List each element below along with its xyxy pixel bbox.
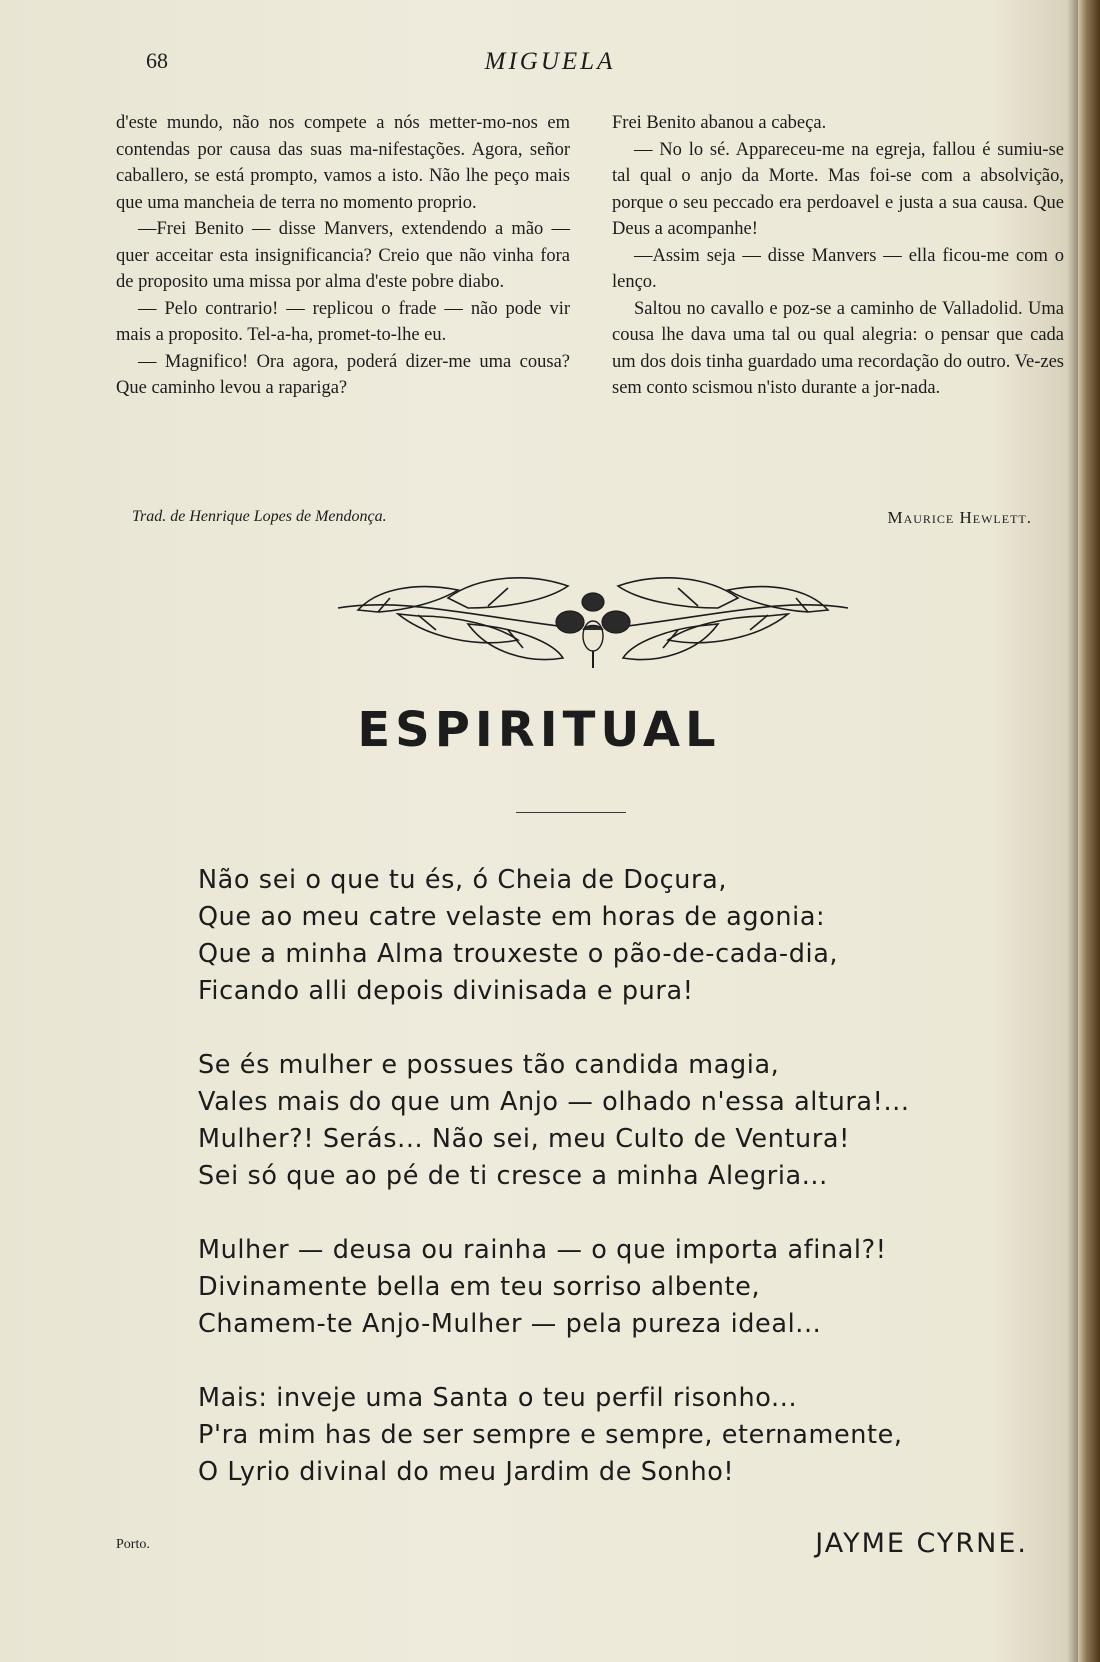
poem-body	[198, 862, 998, 1528]
paragraph: —Frei Benito — disse Manvers, extendendo a mão — quer acceitar esta insignificancia? Creio que não vinha fora de proposito uma missa por alma d'este pobre diabo.	[116, 219, 570, 292]
stanza	[198, 1232, 998, 1343]
poem-title: ESPIRITUAL	[357, 702, 721, 758]
left-column	[116, 110, 570, 402]
poem-line: Não sei o que tu és, ó Cheia de Doçura,	[198, 865, 728, 895]
running-title: MIGUELA	[484, 48, 616, 75]
paragraph: Saltou no cavallo e poz-se a caminho de Valladolid. Uma cousa lhe dava uma tal ou qual alegria: o pensar que cada um dos dois tinha guardado uma recordação do outro. Ve-zes sem conto scismou n'isto durante a jor-nada.	[612, 298, 1064, 398]
story-author-credit: Maurice Hewlett.	[887, 508, 1032, 527]
poem-line: Vales mais do que um Anjo — olhado n'essa altura!...	[198, 1087, 910, 1117]
paragraph: — No lo sé. Appareceu-me na egreja, fallou é sumiu-se tal qual o anjo da Morte. Mas foi-se com a absolvição, porque o seu peccado era perdoavel e justa a sua causa. Que Deus a acompanhe!	[612, 139, 1064, 239]
poem-line: Divinamente bella em teu sorriso albente,	[198, 1272, 761, 1302]
translator-credit: Trad. de Henrique Lopes de Mendonça.	[132, 508, 387, 525]
stanza	[198, 1380, 998, 1491]
poem-line: Se és mulher e possues tão candida magia,	[198, 1050, 780, 1080]
paragraph: — Magnifico! Ora agora, poderá dizer-me uma cousa? Que caminho levou a rapariga?	[116, 351, 570, 398]
book-spine-edge	[1078, 0, 1100, 1662]
stanza	[198, 1047, 998, 1195]
poem-line: Que a minha Alma trouxeste o pão-de-cada-dia,	[198, 939, 839, 969]
poem-line: Sei só que ao pé de ti cresce a minha Alegria...	[198, 1161, 828, 1191]
paragraph: —Assim seja — disse Manvers — ella ficou-me com o lenço.	[612, 245, 1064, 292]
paragraph: d'este mundo, não nos compete a nós metter-mo-nos em contendas por causa das suas ma-nifestações. Agora, señor caballero, se está prompto, vamos a isto. Não lhe peço mais que uma mancheia de terra no momento proprio.	[116, 113, 570, 213]
poem-author: JAYME CYRNE.	[815, 1528, 1028, 1559]
poem-line: Chamem-te Anjo-Mulher — pela pureza ideal...	[198, 1309, 822, 1339]
poem-line: Mulher — deusa ou rainha — o que importa afinal?!	[198, 1235, 887, 1265]
poem-place: Porto.	[116, 1537, 150, 1552]
stanza	[198, 862, 998, 1010]
poem-line: O Lyrio divinal do meu Jardim de Sonho!	[198, 1457, 735, 1487]
right-column	[612, 110, 1064, 402]
poem-line: Ficando alli depois divinisada e pura!	[198, 976, 694, 1006]
poem-line: Mais: inveje uma Santa o teu perfil risonho...	[198, 1383, 798, 1413]
paragraph: — Pelo contrario! — replicou o frade — não pode vir mais a proposito. Tel-a-ha, promet-to-lhe eu.	[116, 298, 570, 345]
paragraph: Frei Benito abanou a cabeça.	[612, 113, 827, 133]
page-number: 68	[146, 48, 168, 73]
poem-line: Mulher?! Serás... Não sei, meu Culto de Ventura!	[198, 1124, 850, 1154]
page-header	[110, 48, 990, 88]
poem-line: Que ao meu catre velaste em horas de agonia:	[198, 902, 826, 932]
title-divider	[516, 812, 626, 813]
oak-leaf-acorn-ornament	[318, 568, 868, 680]
poem-line: P'ra mim has de ser sempre e sempre, eternamente,	[198, 1420, 903, 1450]
